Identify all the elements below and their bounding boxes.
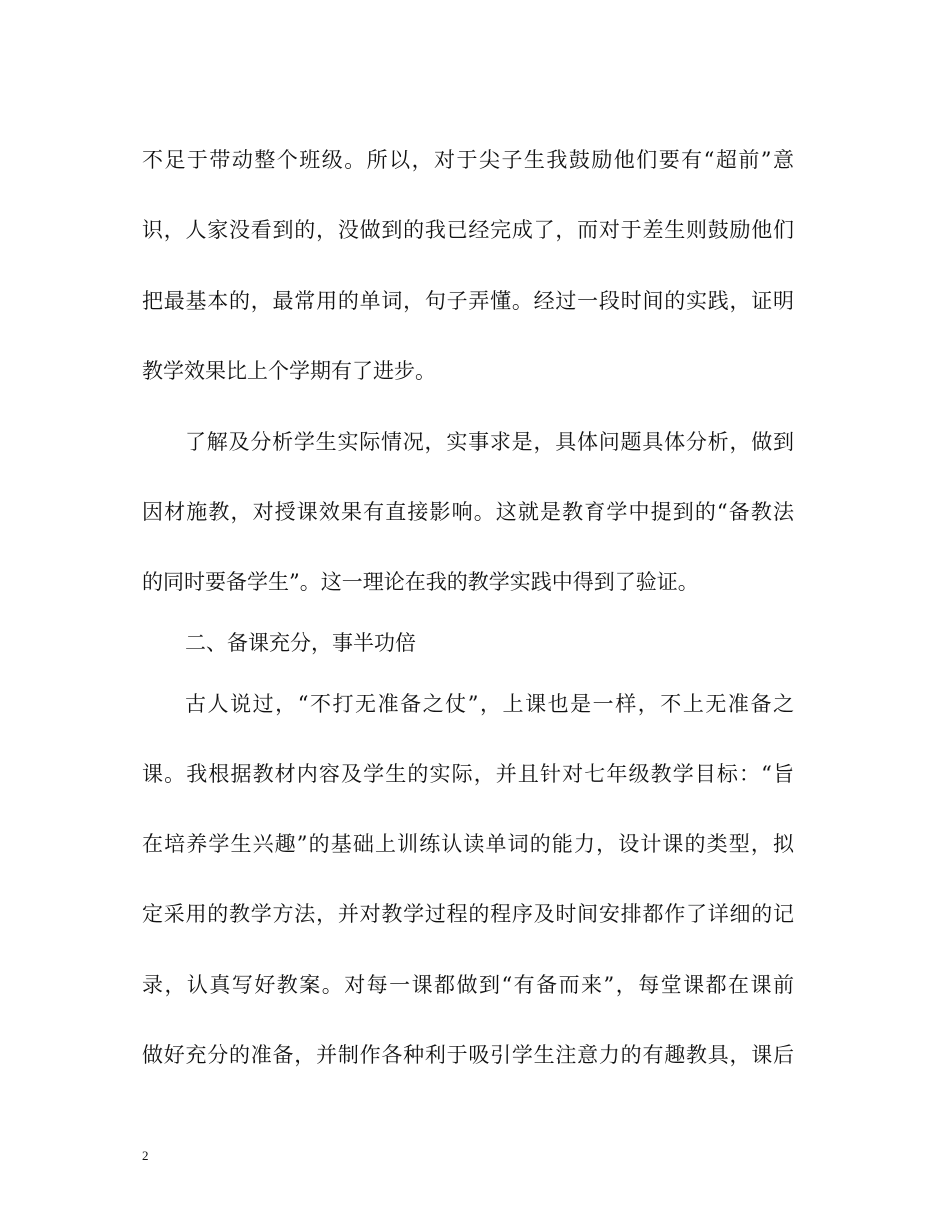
paragraph-line: 的同时要备学生”。这一理论在我的教学实践中得到了验证。: [142, 570, 699, 594]
paragraph-line: 因材施教，对授课效果有直接影响。这就是教育学中提到的“备教法: [142, 500, 794, 524]
paragraph-line: 把最基本的，最常用的单词，句子弄懂。经过一段时间的实践，证明: [142, 289, 794, 313]
paragraph-line: 课。我根据教材内容及学生的实际，并且针对七年级教学目标：“旨: [142, 762, 794, 786]
paragraph-line: 古人说过，“不打无准备之仗”，上课也是一样，不上无准备之: [185, 692, 794, 716]
paragraph-line: 识，人家没看到的，没做到的我已经完成了，而对于差生则鼓励他们: [142, 218, 794, 242]
section-heading: 二、备课充分，事半功倍: [185, 631, 416, 655]
paragraph-line: 录，认真写好教案。对每一课都做到“有备而来”，每堂课都在课前: [142, 973, 794, 997]
paragraph-line: 定采用的教学方法，并对教学过程的程序及时间安排都作了详细的记: [142, 902, 794, 926]
page-number: 2: [142, 1148, 149, 1163]
paragraph-line: 了解及分析学生实际情况，实事求是，具体问题具体分析，做到: [185, 430, 794, 454]
paragraph-line: 不足于带动整个班级。所以，对于尖子生我鼓励他们要有“超前”意: [142, 148, 794, 172]
paragraph-line: 在培养学生兴趣”的基础上训练认读单词的能力，设计课的类型，拟: [142, 832, 794, 856]
paragraph-line: 做好充分的准备，并制作各种利于吸引学生注意力的有趣教具，课后: [142, 1043, 794, 1067]
paragraph-line: 教学效果比上个学期有了进步。: [142, 359, 436, 383]
